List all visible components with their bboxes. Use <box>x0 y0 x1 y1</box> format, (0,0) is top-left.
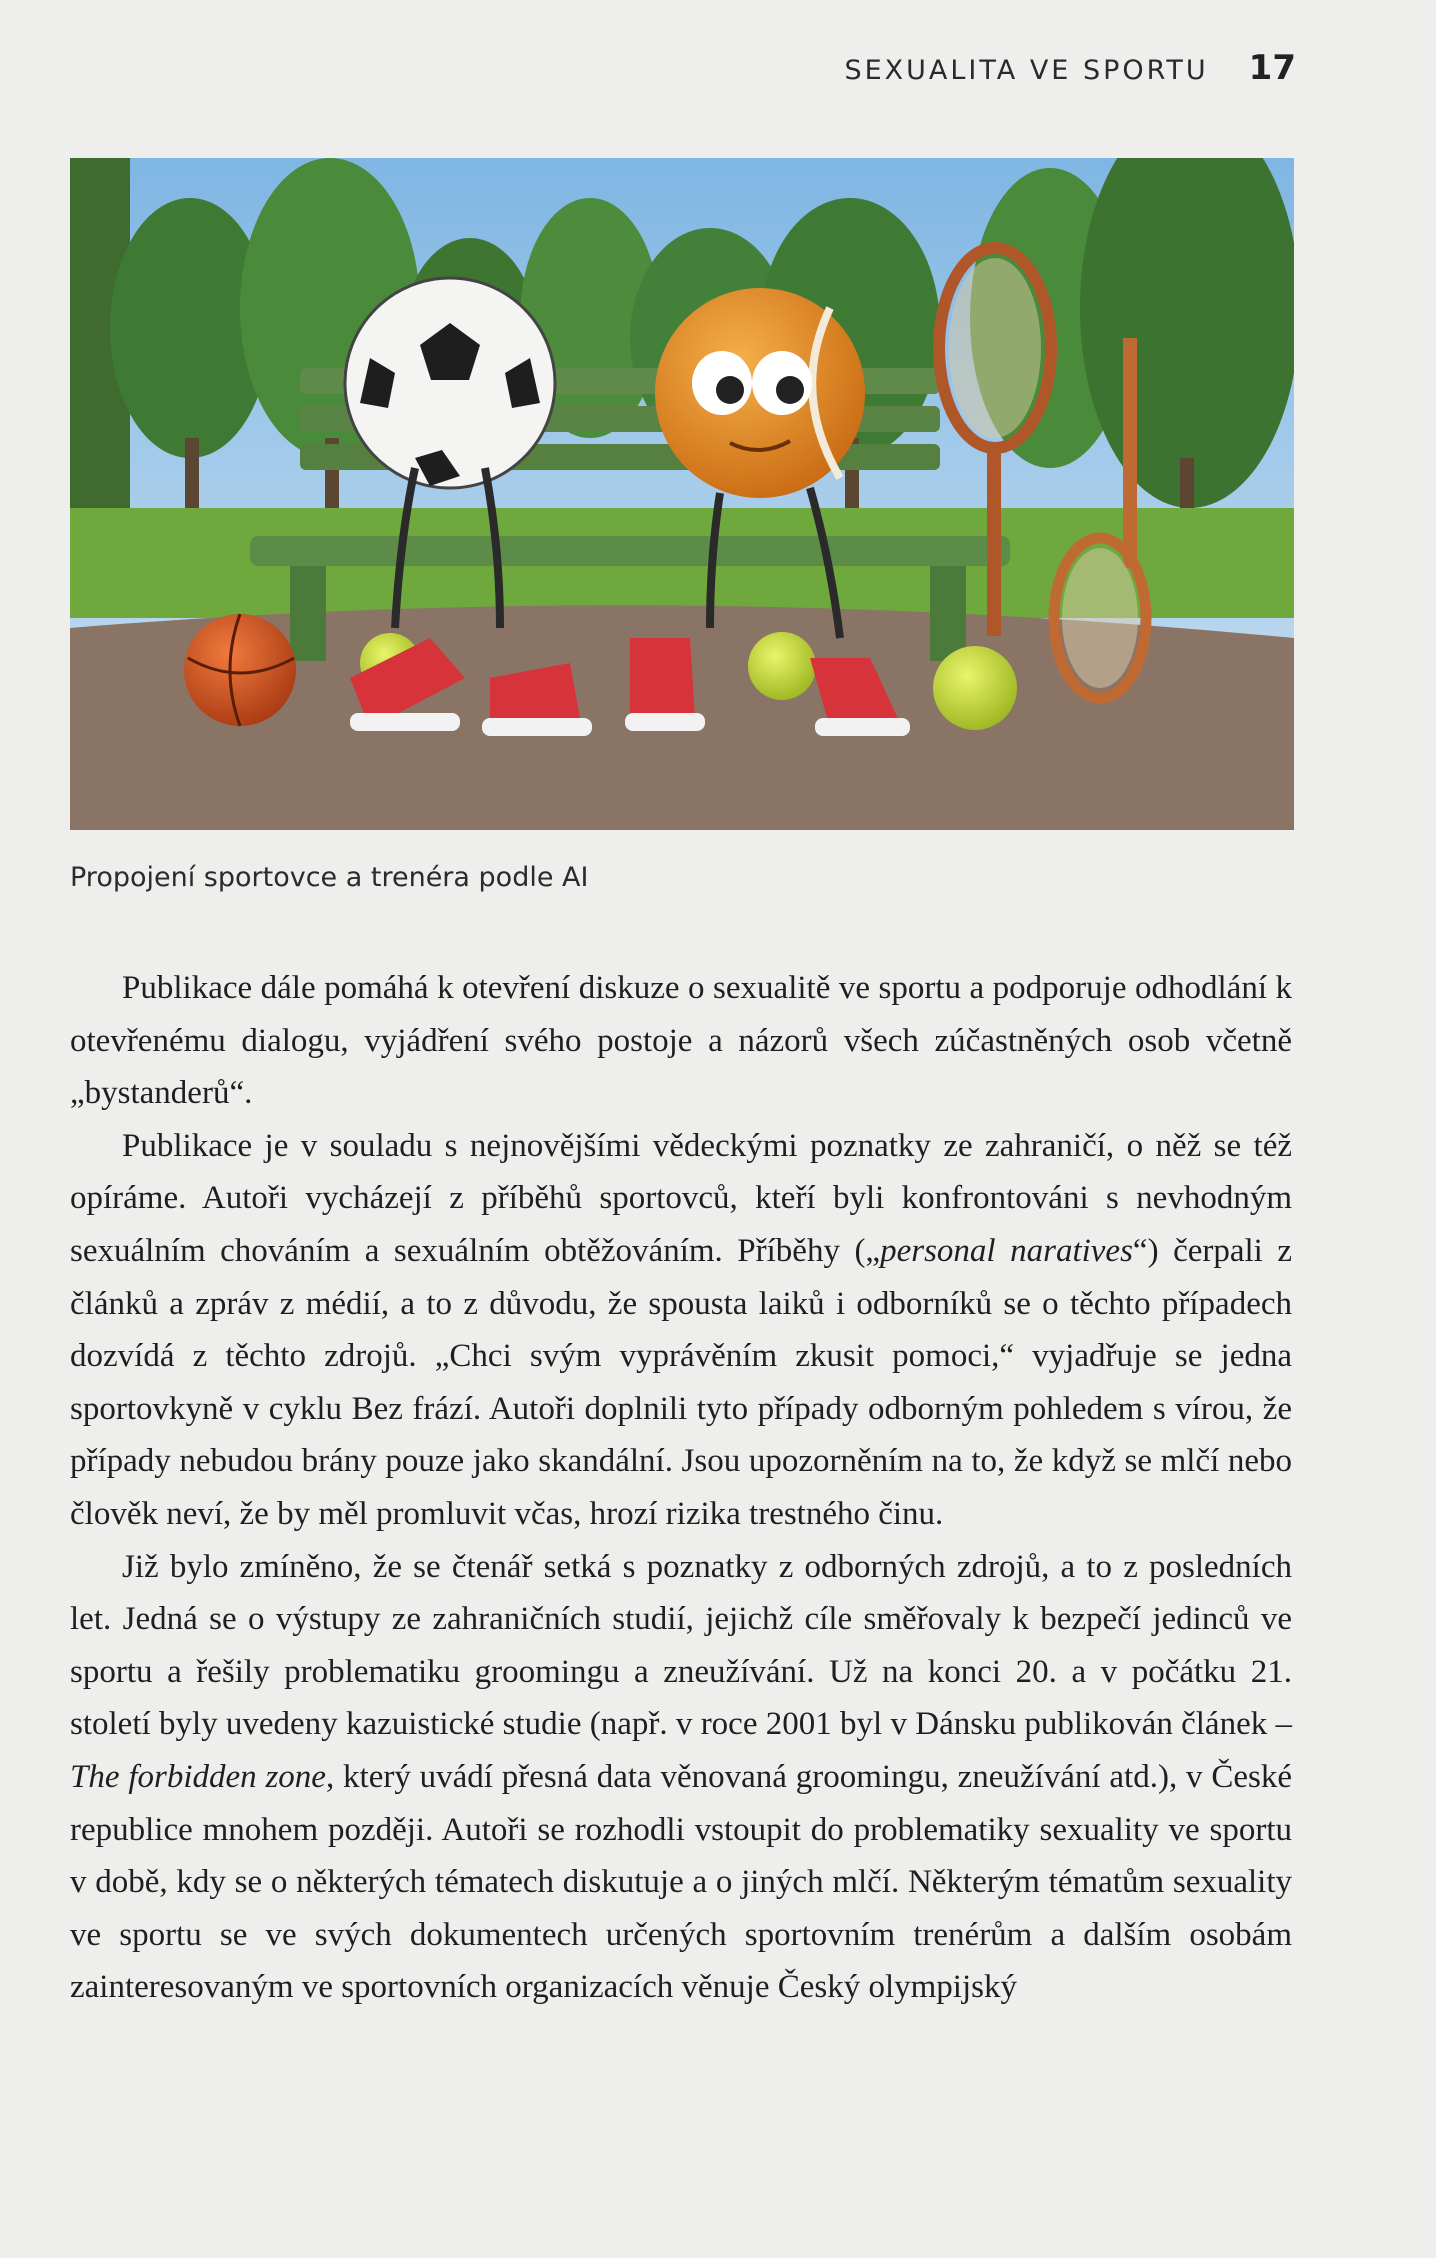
tennis-ball <box>748 632 816 700</box>
body-text <box>70 962 1292 2014</box>
paragraph <box>70 1541 1292 2014</box>
italic-phrase: The forbidden zone <box>70 1758 326 1795</box>
basketball <box>184 614 296 726</box>
paragraph-text: “) čerpali z článků a zpráv z médií, a to z důvodu, že spousta laiků i odborníků se o těchto případech dozvídá z těchto zdrojů. „Chci svým vyprávěním zkusit pomoci,“ vyjadřuje se jedna sportovkyně v cyklu Bez frází. Autoři doplnili tyto případy odborným pohledem s vírou, že případy nebudou brány pouze jako skandální. Jsou upozorněním na to, že když se mlčí nebo člověk neví, že by měl promluvit včas, hrozí rizika trestného činu. <box>70 1232 1292 1532</box>
paragraph-text: Publikace je v souladu s nejnovějšími vědeckými poznatky ze zahraničí, o něž se též opíráme. Autoři vycházejí z příběhů sportovců, kteří byli konfrontováni s nevhodným sexuálním chováním a sexuálním obtěžováním. Příběhy („ <box>70 1127 1292 1269</box>
italic-phrase: personal naratives <box>880 1232 1133 1269</box>
figure-caption: Propojení sportovce a trenéra podle AI <box>70 862 589 893</box>
page-number: 17 <box>1248 48 1296 88</box>
tennis-ball <box>933 646 1017 730</box>
running-title: SEXUALITA VE SPORTU <box>844 55 1209 86</box>
paragraph-text: , který uvádí přesná data věnovaná groomingu, zneužívání atd.), v České republice mnohem později. Autoři se rozhodli vstoupit do problematiky sexuality ve sportu v době, kdy se o některých tématech diskutuje a o jiných mlčí. Některým tématům sexuality ve sportu se ve svých dokumentech určených sportovním trenérům a dalším osobám zainteresovaným ve sportovních organizacích věnuje Český olympijský <box>70 1758 1292 2006</box>
paragraph <box>70 1120 1292 1541</box>
illustration-figure <box>70 158 1294 830</box>
bench-illustration <box>70 158 1294 830</box>
paragraph <box>70 962 1292 1120</box>
running-head <box>844 48 1296 88</box>
paragraph-text: Publikace dále pomáhá k otevření diskuze o sexualitě ve sportu a podporuje odhodlání k otevřenému dialogu, vyjádření svého postoje a názorů všech zúčastněných osob včetně „bystanderů“. <box>70 970 1292 1112</box>
paragraph-text: Již bylo zmíněno, že se čtenář setká s poznatky z odborných zdrojů, a to z posledních let. Jedná se o výstupy ze zahraničních studií, jejichž cíle směřovaly k bezpečí jedinců ve sportu a řešily problematiku groomingu a zneužívání. Už na konci 20. a v počátku 21. století byly uvedeny kazuistické studie (např. v roce 2001 byl v Dánsku publikován článek – <box>70 1548 1292 1743</box>
